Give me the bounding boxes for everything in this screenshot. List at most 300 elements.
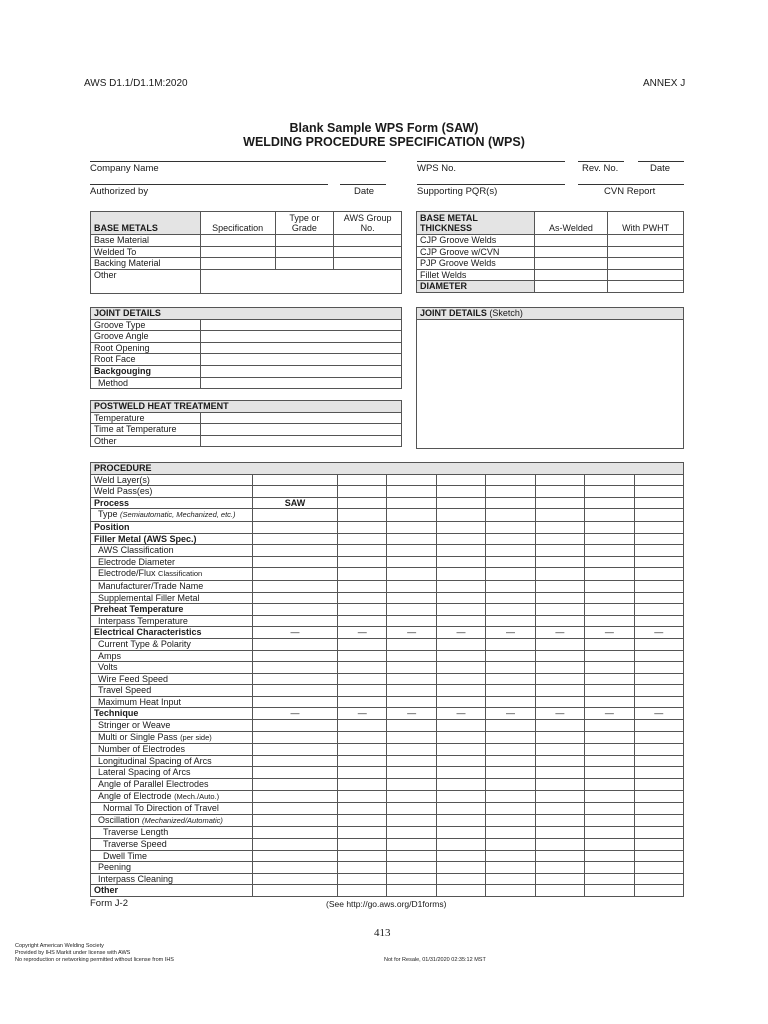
procedure-cell[interactable] [486,650,535,662]
procedure-cell[interactable] [634,497,683,509]
procedure-cell[interactable] [535,592,584,604]
procedure-cell[interactable] [338,662,387,674]
procedure-cell[interactable] [585,873,634,885]
procedure-cell[interactable] [253,803,338,815]
procedure-cell[interactable] [535,650,584,662]
procedure-cell[interactable] [486,744,535,756]
procedure-cell[interactable] [585,592,634,604]
procedure-cell[interactable] [486,720,535,732]
procedure-cell[interactable] [338,790,387,803]
procedure-cell[interactable] [585,850,634,862]
procedure-cell[interactable] [585,885,634,897]
procedure-cell[interactable] [535,533,584,545]
procedure-cell[interactable] [486,814,535,827]
cell[interactable] [534,235,608,247]
procedure-cell[interactable] [585,556,634,568]
procedure-cell[interactable] [585,827,634,839]
procedure-cell[interactable] [387,885,436,897]
procedure-cell[interactable] [387,521,436,533]
procedure-cell[interactable] [535,615,584,627]
procedure-cell[interactable] [585,615,634,627]
procedure-cell[interactable] [338,580,387,592]
procedure-cell[interactable] [486,885,535,897]
procedure-cell[interactable] [486,604,535,616]
procedure-cell[interactable] [486,497,535,509]
procedure-cell[interactable] [535,803,584,815]
procedure-cell[interactable] [253,779,338,791]
cell[interactable] [200,342,401,354]
procedure-cell[interactable] [338,885,387,897]
procedure-cell[interactable] [387,580,436,592]
procedure-cell[interactable] [338,673,387,685]
procedure-cell[interactable] [436,521,485,533]
procedure-cell[interactable] [253,814,338,827]
procedure-cell[interactable] [253,556,338,568]
procedure-cell[interactable] [634,814,683,827]
cell[interactable] [334,235,402,247]
cell[interactable] [200,412,401,424]
procedure-cell[interactable] [634,533,683,545]
procedure-cell[interactable] [436,650,485,662]
procedure-cell[interactable] [338,862,387,874]
wps-no-field[interactable] [417,161,565,162]
procedure-cell[interactable] [436,638,485,650]
procedure-cell[interactable] [486,790,535,803]
procedure-cell[interactable] [634,731,683,744]
procedure-cell[interactable] [253,755,338,767]
procedure-cell[interactable] [387,545,436,557]
procedure-cell[interactable] [253,744,338,756]
procedure-cell[interactable] [585,650,634,662]
procedure-cell[interactable] [535,486,584,498]
procedure-cell[interactable] [436,720,485,732]
procedure-cell[interactable] [253,696,338,708]
procedure-cell[interactable] [585,790,634,803]
procedure-cell[interactable] [486,850,535,862]
procedure-cell[interactable] [338,556,387,568]
procedure-cell[interactable] [436,533,485,545]
procedure-cell[interactable] [253,662,338,674]
procedure-cell[interactable] [338,486,387,498]
procedure-cell[interactable] [585,545,634,557]
cell[interactable] [200,246,275,258]
procedure-cell[interactable] [535,696,584,708]
procedure-cell[interactable] [387,767,436,779]
procedure-cell[interactable] [387,744,436,756]
procedure-cell[interactable] [486,638,535,650]
procedure-cell[interactable] [253,638,338,650]
procedure-cell[interactable] [634,580,683,592]
procedure-cell[interactable] [634,568,683,581]
procedure-cell[interactable] [634,650,683,662]
procedure-cell[interactable] [535,744,584,756]
procedure-cell[interactable] [253,533,338,545]
procedure-cell[interactable] [585,497,634,509]
procedure-cell[interactable] [634,803,683,815]
procedure-cell[interactable] [253,545,338,557]
procedure-cell[interactable] [436,696,485,708]
procedure-cell[interactable] [634,873,683,885]
procedure-cell[interactable] [486,521,535,533]
other-field[interactable] [200,269,401,293]
procedure-cell[interactable] [585,662,634,674]
procedure-cell[interactable] [387,604,436,616]
procedure-cell[interactable] [486,731,535,744]
cell[interactable] [608,235,684,247]
procedure-cell[interactable] [535,731,584,744]
cell[interactable] [608,281,684,293]
procedure-cell[interactable] [486,615,535,627]
procedure-cell[interactable] [253,580,338,592]
procedure-cell[interactable] [585,839,634,851]
procedure-cell[interactable] [486,486,535,498]
procedure-cell[interactable] [585,509,634,522]
procedure-cell[interactable] [585,474,634,486]
procedure-cell[interactable] [338,696,387,708]
procedure-cell[interactable] [585,533,634,545]
procedure-cell[interactable] [634,592,683,604]
procedure-cell[interactable] [634,685,683,697]
procedure-cell[interactable] [535,685,584,697]
procedure-cell[interactable] [486,533,535,545]
procedure-cell[interactable] [253,474,338,486]
procedure-cell[interactable] [486,662,535,674]
procedure-cell[interactable] [486,568,535,581]
procedure-cell[interactable] [535,790,584,803]
procedure-cell[interactable] [387,790,436,803]
procedure-cell[interactable] [387,533,436,545]
procedure-cell[interactable] [585,685,634,697]
procedure-cell[interactable] [585,486,634,498]
procedure-cell[interactable] [535,662,584,674]
procedure-cell[interactable] [338,731,387,744]
procedure-cell[interactable] [436,474,485,486]
procedure-cell[interactable] [338,850,387,862]
procedure-cell[interactable] [387,568,436,581]
procedure-cell[interactable] [387,779,436,791]
procedure-cell[interactable] [338,827,387,839]
procedure-cell[interactable] [634,839,683,851]
see-link[interactable]: (See http://go.aws.org/D1forms) [326,899,447,909]
procedure-cell[interactable] [387,850,436,862]
procedure-cell[interactable] [338,839,387,851]
procedure-cell[interactable] [634,779,683,791]
procedure-cell[interactable] [585,744,634,756]
procedure-cell[interactable] [338,521,387,533]
procedure-cell[interactable] [253,790,338,803]
cell[interactable] [200,365,401,377]
procedure-cell[interactable] [253,604,338,616]
supporting-pqr-field[interactable] [417,184,565,185]
procedure-cell[interactable] [436,509,485,522]
cell[interactable] [200,331,401,343]
procedure-cell[interactable] [585,755,634,767]
cell[interactable] [200,235,275,247]
procedure-cell[interactable] [585,862,634,874]
procedure-cell[interactable] [634,474,683,486]
procedure-cell[interactable] [253,592,338,604]
procedure-cell[interactable] [535,767,584,779]
date-field[interactable] [638,161,684,162]
procedure-cell[interactable] [338,755,387,767]
procedure-cell[interactable] [387,662,436,674]
procedure-cell[interactable] [486,862,535,874]
procedure-cell[interactable] [436,790,485,803]
procedure-cell[interactable] [436,839,485,851]
procedure-cell[interactable] [634,862,683,874]
procedure-cell[interactable] [486,803,535,815]
procedure-cell[interactable] [436,814,485,827]
procedure-cell[interactable] [535,604,584,616]
cell[interactable] [608,246,684,258]
procedure-cell[interactable] [436,568,485,581]
procedure-cell[interactable] [253,767,338,779]
cell[interactable] [534,281,608,293]
procedure-cell[interactable] [535,568,584,581]
procedure-cell[interactable] [338,720,387,732]
procedure-cell[interactable] [387,615,436,627]
procedure-cell[interactable] [436,850,485,862]
procedure-cell[interactable] [253,673,338,685]
procedure-cell[interactable] [634,767,683,779]
procedure-cell[interactable] [253,731,338,744]
procedure-cell[interactable] [387,839,436,851]
procedure-cell[interactable] [253,839,338,851]
procedure-cell[interactable] [585,779,634,791]
procedure-cell[interactable] [535,673,584,685]
procedure-cell[interactable] [387,827,436,839]
procedure-cell[interactable] [338,650,387,662]
procedure-cell[interactable] [535,720,584,732]
authorized-date-field[interactable] [340,184,386,185]
procedure-cell[interactable] [436,779,485,791]
procedure-cell[interactable] [585,568,634,581]
procedure-cell[interactable] [387,556,436,568]
procedure-cell[interactable] [436,685,485,697]
procedure-cell[interactable] [535,545,584,557]
procedure-cell[interactable] [486,779,535,791]
procedure-cell[interactable] [535,556,584,568]
procedure-cell[interactable] [436,744,485,756]
procedure-cell[interactable] [486,767,535,779]
procedure-cell[interactable] [436,767,485,779]
procedure-cell[interactable] [585,720,634,732]
procedure-cell[interactable] [338,779,387,791]
procedure-cell[interactable] [338,873,387,885]
joint-sketch-area[interactable] [417,319,684,448]
procedure-cell[interactable] [634,604,683,616]
cell[interactable] [534,246,608,258]
procedure-cell[interactable] [486,474,535,486]
cell[interactable] [608,269,684,281]
procedure-cell[interactable] [338,604,387,616]
procedure-cell[interactable] [535,814,584,827]
procedure-cell[interactable] [436,604,485,616]
procedure-cell[interactable] [253,862,338,874]
procedure-cell[interactable] [338,474,387,486]
procedure-cell[interactable] [387,731,436,744]
cell[interactable] [200,435,401,447]
procedure-cell[interactable] [634,615,683,627]
procedure-cell[interactable] [486,545,535,557]
procedure-cell[interactable] [253,685,338,697]
procedure-cell[interactable] [387,862,436,874]
procedure-cell[interactable] [436,615,485,627]
procedure-cell[interactable] [387,638,436,650]
procedure-cell[interactable] [486,509,535,522]
authorized-by-field[interactable] [90,184,328,185]
procedure-cell[interactable] [535,755,584,767]
procedure-cell[interactable] [634,545,683,557]
procedure-cell[interactable] [338,497,387,509]
procedure-cell[interactable] [585,580,634,592]
procedure-cell[interactable] [436,497,485,509]
cell[interactable] [608,258,684,270]
procedure-cell[interactable] [387,696,436,708]
procedure-cell[interactable] [486,873,535,885]
procedure-cell[interactable] [585,803,634,815]
procedure-cell[interactable] [634,662,683,674]
procedure-cell[interactable] [253,827,338,839]
procedure-cell[interactable] [634,673,683,685]
procedure-cell[interactable] [338,568,387,581]
procedure-cell[interactable] [436,755,485,767]
procedure-cell[interactable] [387,720,436,732]
procedure-cell[interactable] [634,790,683,803]
procedure-cell[interactable] [436,545,485,557]
procedure-cell[interactable] [535,521,584,533]
procedure-cell[interactable] [338,509,387,522]
procedure-cell[interactable] [535,839,584,851]
procedure-cell[interactable] [387,673,436,685]
procedure-cell[interactable] [387,755,436,767]
procedure-cell[interactable] [387,592,436,604]
procedure-cell[interactable] [585,638,634,650]
procedure-cell[interactable] [634,486,683,498]
procedure-cell[interactable] [436,731,485,744]
procedure-cell[interactable] [387,497,436,509]
cell[interactable] [200,354,401,366]
procedure-cell[interactable] [535,862,584,874]
procedure-cell[interactable] [585,604,634,616]
cell[interactable] [275,235,334,247]
procedure-cell[interactable] [387,509,436,522]
procedure-cell[interactable] [634,827,683,839]
procedure-cell[interactable] [634,556,683,568]
procedure-cell[interactable] [486,580,535,592]
procedure-cell[interactable] [535,885,584,897]
procedure-cell[interactable] [338,638,387,650]
rev-no-field[interactable] [578,161,624,162]
cell[interactable] [200,258,275,270]
cell[interactable] [275,246,334,258]
procedure-cell[interactable] [535,638,584,650]
cell[interactable] [275,258,334,270]
procedure-cell[interactable] [436,673,485,685]
cvn-report-field[interactable] [578,184,684,185]
procedure-cell[interactable] [634,720,683,732]
procedure-cell[interactable] [634,850,683,862]
procedure-cell[interactable] [436,803,485,815]
procedure-cell[interactable] [535,779,584,791]
procedure-cell[interactable] [338,545,387,557]
procedure-cell[interactable] [436,486,485,498]
procedure-cell[interactable] [338,685,387,697]
procedure-cell[interactable] [535,580,584,592]
procedure-cell[interactable] [436,580,485,592]
procedure-cell[interactable] [535,827,584,839]
procedure-cell[interactable] [634,755,683,767]
cell[interactable] [534,258,608,270]
procedure-cell[interactable] [486,592,535,604]
procedure-cell[interactable] [387,803,436,815]
procedure-cell[interactable] [338,814,387,827]
procedure-cell[interactable] [338,592,387,604]
procedure-cell[interactable] [253,521,338,533]
procedure-cell[interactable] [338,615,387,627]
procedure-cell[interactable] [253,885,338,897]
cell[interactable] [534,269,608,281]
procedure-cell[interactable] [486,839,535,851]
procedure-cell[interactable] [387,650,436,662]
procedure-cell[interactable] [535,873,584,885]
procedure-cell[interactable] [253,850,338,862]
procedure-cell[interactable] [486,755,535,767]
procedure-cell[interactable] [253,568,338,581]
procedure-cell[interactable] [436,873,485,885]
procedure-cell[interactable] [436,862,485,874]
procedure-cell[interactable] [486,556,535,568]
procedure-cell[interactable] [585,767,634,779]
procedure-cell[interactable] [535,474,584,486]
procedure-cell[interactable] [387,814,436,827]
procedure-cell[interactable] [338,744,387,756]
procedure-cell[interactable] [253,615,338,627]
procedure-cell[interactable] [634,885,683,897]
procedure-cell[interactable] [486,696,535,708]
procedure-cell[interactable] [535,509,584,522]
procedure-cell[interactable] [585,731,634,744]
procedure-cell[interactable] [253,509,338,522]
procedure-cell[interactable] [387,474,436,486]
cell[interactable] [334,258,402,270]
procedure-cell[interactable] [585,814,634,827]
cell[interactable] [334,246,402,258]
procedure-cell[interactable] [436,556,485,568]
procedure-cell[interactable] [535,497,584,509]
procedure-cell[interactable] [253,650,338,662]
procedure-cell[interactable] [634,638,683,650]
procedure-cell[interactable] [338,803,387,815]
procedure-cell[interactable] [387,486,436,498]
procedure-cell[interactable] [486,685,535,697]
procedure-cell[interactable] [387,873,436,885]
cell[interactable] [200,377,401,389]
procedure-cell[interactable] [253,720,338,732]
cell[interactable] [200,424,401,436]
procedure-cell[interactable] [436,827,485,839]
company-name-field[interactable] [90,161,386,162]
procedure-cell[interactable] [338,533,387,545]
procedure-cell[interactable] [253,486,338,498]
procedure-cell[interactable] [436,592,485,604]
procedure-cell[interactable] [338,767,387,779]
procedure-cell[interactable] [634,521,683,533]
procedure-cell[interactable] [436,885,485,897]
cell[interactable] [200,319,401,331]
procedure-cell[interactable] [585,673,634,685]
procedure-cell[interactable] [253,873,338,885]
